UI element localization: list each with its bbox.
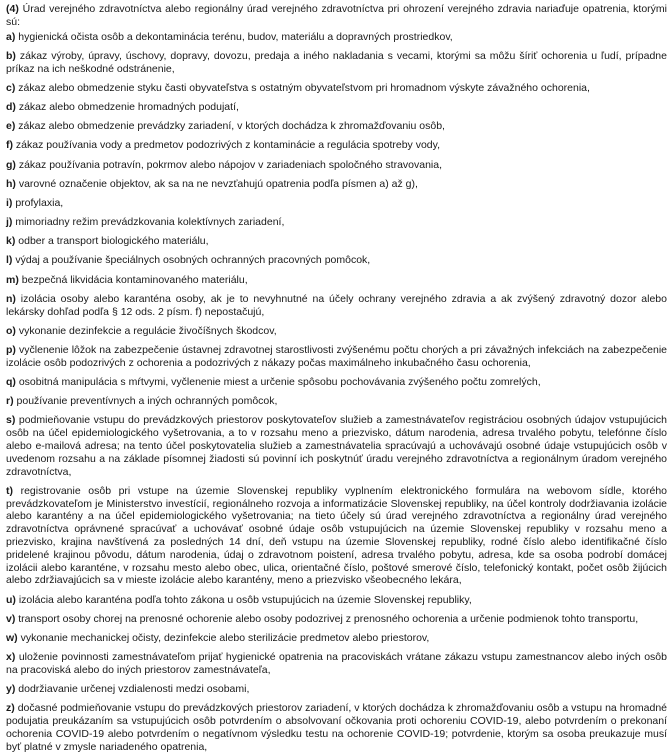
list-item [6,197,667,210]
item-text: varovné označenie objektov, ak sa na ne nevzťahujú opatrenia podľa písmen a) až g), [18,177,418,190]
list-item [6,50,667,76]
item-text: profylaxia, [15,196,64,209]
item-text: registrovanie osôb pri vstupe na územie Slovenskej republiky vyplnením elektronického formulára na webovom sídle, ktorého prevádzkovateľom je Ministerstvo investícií, regionálneho rozvoja a informatizácie Slovenskej republiky, na účel kontroly dodržiavania izolácie alebo karantény a na účel epidemiologického vyšetrovania; na tieto účely sú úrad verejného zdravotníctva a regionálny úrad verejného zdravotníctva oprávnené spracúvať a uchovávať osobné údaje osôb vstupujúcich na územie Slovenskej republiky v rozsahu meno a priezvisko, krajina navštívená za posledných 14 dní, deň vstupu na územie Slovenskej republiky, rodné číslo alebo identifikačné číslo pridelené krajinou pôvodu, dátum narodenia, údaj o zdravotnom poistení, adresa trvalého pobytu, adresa, kde sa osoba podrobí domácej izolácii alebo karanténe, v rozsahu mesto alebo obec, ulica, orientačné číslo, poštové smerové číslo, telefonický kontakt, počet osôb žijúcich alebo zdržiavajúcich sa v mieste izolácie alebo karantény, meno a priezvisko všeobecného lekára, [6,484,667,587]
item-letter: d) [6,100,16,113]
item-letter: g) [6,158,16,171]
item-letter: t) [6,484,13,497]
intro-text: Úrad verejného zdravotníctva alebo regionálny úrad verejného zdravotníctva pri ohrození verejného zdravia nariaďuje opatrenia, ktorými sú: [6,3,668,28]
item-text: zákaz používania vody a predmetov podozrivých z kontaminácie a regulácia spotreby vody, [15,139,441,152]
item-letter: y) [6,683,16,696]
item-text: dočasné podmieňovanie vstupu do prevádzkových priestorov zariadení, v ktorých dochádza k zhromažďovaniu osôb a vstupu na hromadné podujatia preukázaním sa vstupujúcich osôb potvrdením o absolvovaní očkovania proti ochoreniu COVID-19, alebo potvrdením o prekonaní ochorenia COVID-19 alebo potvrdením o negatívnom výsledku testu na ochorenie COVID-19; potvrdenie, ktorým sa osoba preukazuje musí byť platné v zmysle nariadeného opatrenia, [6,702,667,753]
item-letter: v) [6,612,16,625]
list-item [6,414,667,478]
paragraph-number: (4) [6,3,19,15]
list-item [6,613,667,626]
item-letter: z) [6,702,15,715]
item-text: zákaz výroby, úpravy, úschovy, dopravy, dovozu, predaja a iného nakladania s vecami, ktorými sa môžu šíriť ochorenia u ľudí, prípadne príkaz na ich neškodné odstránenie, [6,49,667,75]
item-text: podmieňovanie vstupu do prevádzkových priestorov poskytovateľov služieb a zamestnávateľov registráciou osobných údajov vstupujúcich osôb na účel epidemiologického vyšetrovania, a to v rozsahu meno a priezvisko, dátum narodenia, adresa trvalého pobytu, telefónne číslo alebo e-mailová adresa; na tento účel poskytovatelia služieb a zamestnávatelia spracúvajú a uchovávajú osobné údaje vstupujúcich osôb v uvedenom rozsahu a na základe písomnej žiadosti sú povinní ich poskytnúť úradu verejného zdravotníctva a regionálnym úradom verejného zdravotníctva, [6,414,668,478]
list-item [6,235,667,248]
item-letter: u) [6,593,16,606]
item-letter: q) [6,375,16,388]
item-letter: e) [6,120,16,133]
item-letter: m) [6,273,19,286]
list-item [6,101,667,114]
item-text: vykonanie mechanickej očisty, dezinfekcie alebo sterilizácie predmetov alebo priestorov, [20,631,430,644]
item-text: izolácia alebo karanténa podľa tohto zákona u osôb vstupujúcich na územie Slovenskej republiky, [18,593,472,606]
item-text: zákaz alebo obmedzenie prevádzky zariadení, v ktorých dochádza k zhromažďovaniu osôb, [18,120,445,133]
list-item [6,344,667,370]
item-letter: k) [6,235,16,248]
item-text: mimoriadny režim prevádzkovania kolektívnych zariadení, [15,216,285,229]
item-letter: a) [6,30,16,43]
item-text: uloženie povinnosti zamestnávateľom prijať hygienické opatrenia na pracoviskách vrátane zákazu vstupu zamestnancov alebo iných osôb na pracoviská alebo do iných priestorov zamestnávateľa, [6,651,667,676]
list-item [6,274,667,287]
item-letter: f) [6,139,13,152]
item-text: bezpečná likvidácia kontaminovaného materiálu, [21,273,248,286]
item-text: zákaz alebo obmedzenie hromadných podujatí, [18,100,239,113]
list-item [6,395,667,408]
item-letter: h) [6,177,16,190]
item-text: vykonanie dezinfekcie a regulácie živočíšnych škodcov, [18,324,277,337]
item-letter: w) [6,631,18,644]
list-item [6,702,667,753]
item-text: výdaj a používanie špeciálnych osobných ochranných pracovných pomôcok, [15,254,371,267]
list-item [6,120,667,133]
list-item [6,82,667,95]
item-letter: p) [6,344,16,356]
list-item [6,325,667,338]
list-item [6,651,667,677]
item-text: osobitná manipulácia s mŕtvymi, vyčlenenie miest a určenie spôsobu pochovávania zvýšeného počtu zomrelých, [18,375,541,388]
item-text: izolácia osoby alebo karanténa osoby, ak je to nevyhnutné na účely ochrany verejného zdravia a ak zvýšený zdravotný dozor alebo lekársky dohľad podľa § 12 ods. 2 písm. f) nepostačujú, [6,292,667,318]
item-text: používanie preventívnych a iných ochranných pomôcok, [16,395,278,408]
item-letter: r) [6,395,14,408]
list-item [6,632,667,645]
item-letter: s) [6,414,16,427]
item-letter: o) [6,324,16,337]
item-text: zákaz používania potravín, pokrmov alebo nápojov v zariadeniach spoločného stravovania, [18,158,443,171]
item-text: hygienická očista osôb a dekontaminácia terénu, budov, materiálu a dopravných prostriedkov, [18,30,453,43]
item-text: vyčlenenie lôžok na zabezpečenie ústavnej zdravotnej starostlivosti zvýšenému počtu chorých a pri závažných infekciách na zabezpečenie izolácie osôb podozrivých z ochorenia a podozrivých z nákazy počas maximálneho inkubačného času ochorenia, [6,344,668,369]
list-item [6,254,667,267]
item-text: odber a transport biologického materiálu, [18,235,209,248]
item-letter: l) [6,254,13,267]
item-letter: j) [6,216,13,229]
item-text: dodržiavanie určenej vzdialenosti medzi osobami, [18,683,250,696]
list-item [6,216,667,229]
item-letter: b) [6,49,16,62]
paragraph-intro [6,3,667,29]
list-item [6,376,667,389]
list-item [6,485,667,587]
item-text: transport osoby chorej na prenosné ochorenie alebo osoby podozrivej z prenosného ochorenia a určenie podmienok tohto transportu, [18,612,639,625]
list-item [6,683,667,696]
item-letter: n) [6,292,16,305]
item-letter: x) [6,651,16,664]
list-item [6,594,667,607]
item-letter: i) [6,196,13,209]
measures-list [6,31,667,753]
list-item [6,293,667,319]
list-item [6,178,667,191]
list-item [6,139,667,152]
item-text: zákaz alebo obmedzenie styku časti obyvateľstva s ostatným obyvateľstvom pri hromadnom výskyte závažného ochorenia, [18,81,590,94]
item-letter: c) [6,81,16,94]
list-item [6,31,667,44]
list-item [6,159,667,172]
